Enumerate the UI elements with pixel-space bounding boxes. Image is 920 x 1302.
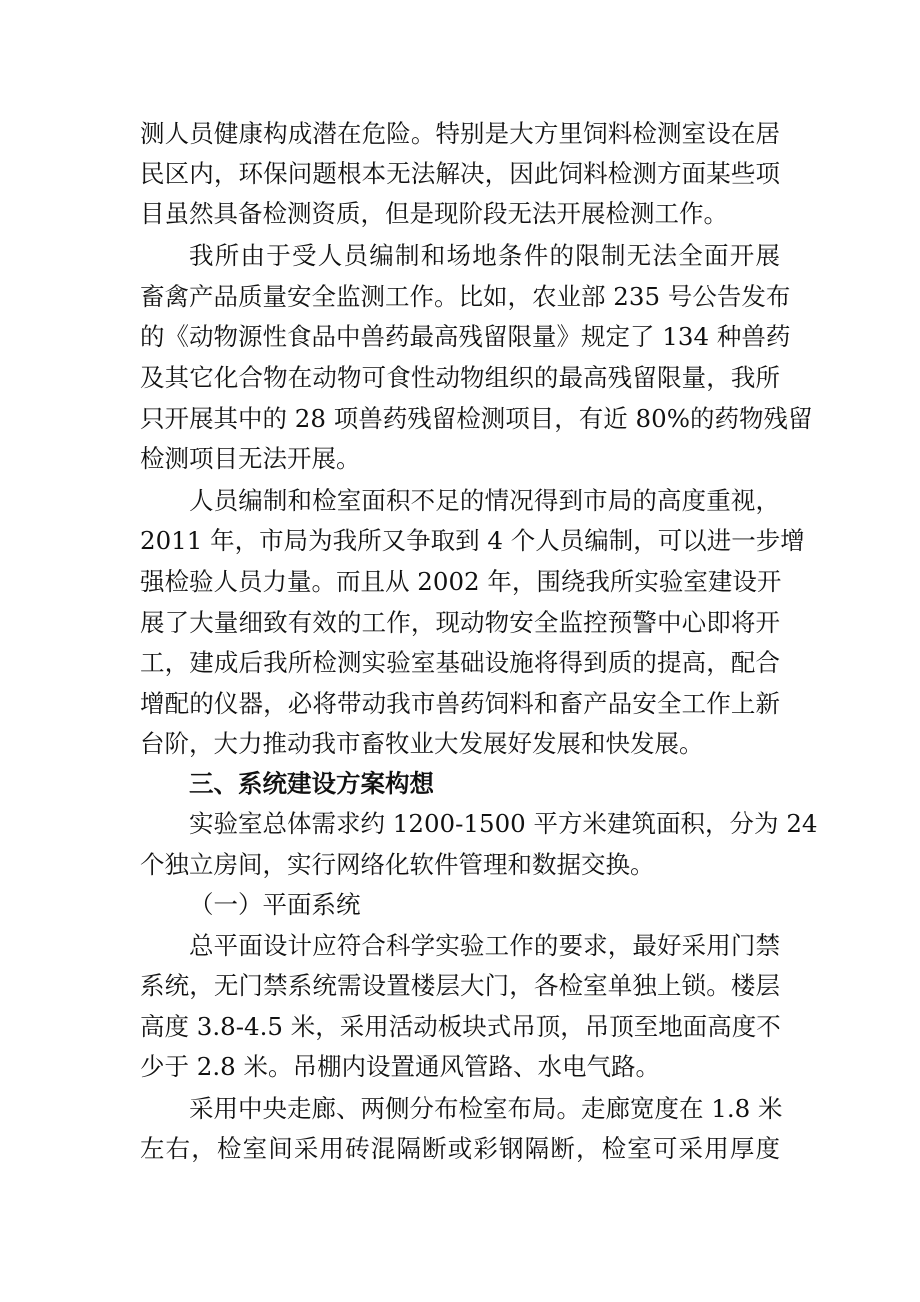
text-line: 畜禽产品质量安全监测工作。比如，农业部 235 号公告发布 — [140, 282, 791, 311]
text-line: 只开展其中的 28 项兽药残留检测项目，有近 80%的药物残留 — [140, 404, 813, 433]
text-line: 目虽然具备检测资质，但是现阶段无法开展检测工作。 — [140, 199, 728, 228]
text-line: 2011 年，市局为我所又争取到 4 个人员编制，可以进一步增 — [140, 526, 805, 555]
text-line: 左右，检室间采用砖混隔断或彩钢隔断，检室可采用厚度 — [140, 1134, 780, 1163]
section-heading: 三、系统建设方案构想 — [189, 769, 434, 798]
text-line: 的《动物源性食品中兽药最高残留限量》规定了 134 种兽药 — [140, 322, 791, 351]
text-line: 强检验人员力量。而且从 2002 年，围绕我所实验室建设开 — [140, 567, 782, 596]
text-line: 人员编制和检室面积不足的情况得到市局的高度重视， — [189, 486, 780, 515]
text-line: 台阶，大力推动我市畜牧业大发展好发展和快发展。 — [140, 729, 704, 758]
text-line: 采用中央走廊、两侧分布检室布局。走廊宽度在 1.8 米 — [189, 1094, 783, 1123]
text-line: 增配的仪器，必将带动我市兽药饲料和畜产品安全工作上新 — [140, 689, 780, 718]
text-line: 民区内，环保问题根本无法解决，因此饲料检测方面某些项 — [140, 159, 780, 188]
text-line: 个独立房间，实行网络化软件管理和数据交换。 — [140, 850, 655, 879]
text-line: 高度 3.8-4.5 米，采用活动板块式吊顶，吊顶至地面高度不 — [140, 1012, 781, 1041]
subsection-heading: （一）平面系统 — [189, 890, 361, 919]
text-line: 实验室总体需求约 1200-1500 平方米建筑面积，分为 24 — [189, 809, 818, 838]
text-line: 检测项目无法开展。 — [140, 444, 361, 473]
text-line: 总平面设计应符合科学实验工作的要求，最好采用门禁 — [189, 931, 780, 960]
text-line: 系统，无门禁系统需设置楼层大门，各检室单独上锁。楼层 — [140, 971, 780, 1000]
text-line: 及其它化合物在动物可食性动物组织的最高残留限量，我所 — [140, 363, 780, 392]
text-line: 展了大量细致有效的工作，现动物安全监控预警中心即将开 — [140, 608, 780, 637]
text-line: 我所由于受人员编制和场地条件的限制无法全面开展 — [189, 241, 780, 270]
text-line: 测人员健康构成潜在危险。特别是大方里饲料检测室设在居 — [140, 119, 780, 148]
text-line: 少于 2.8 米。吊棚内设置通风管路、水电气路。 — [140, 1052, 661, 1081]
text-line: 工，建成后我所检测实验室基础设施将得到质的提高，配合 — [140, 648, 780, 677]
